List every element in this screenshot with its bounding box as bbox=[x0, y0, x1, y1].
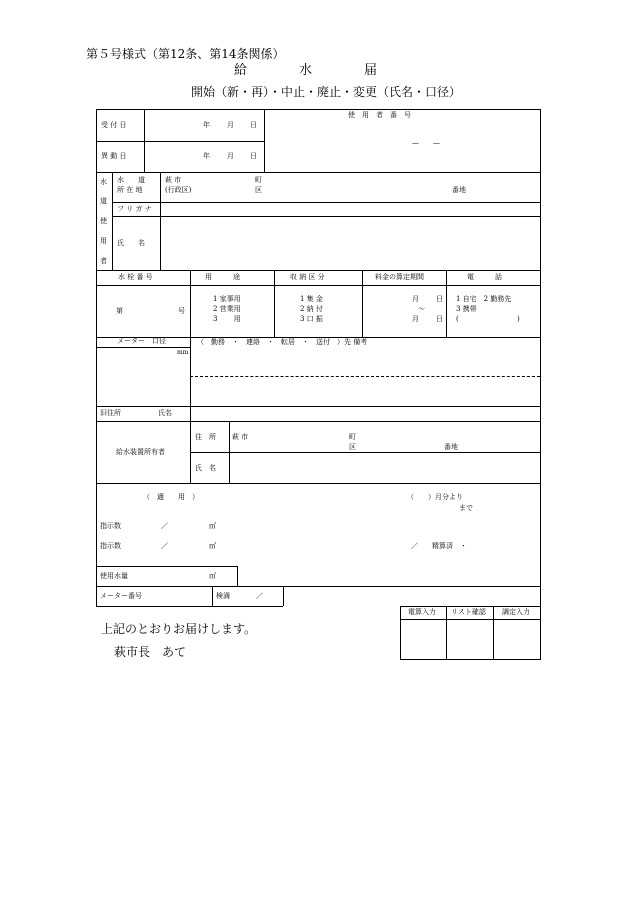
suido-vertical-5: 者 bbox=[100, 257, 107, 265]
owner-machi: 町 bbox=[349, 433, 356, 441]
shijisu-label-2: 指示数 bbox=[100, 542, 121, 550]
gyoseiku-label: (行政区) bbox=[165, 186, 192, 194]
furigana-label: フ リ ガ ナ bbox=[117, 205, 152, 213]
form-number: 第５号様式（第12条、第14条関係） bbox=[86, 47, 285, 61]
ryokin-day-2: 日 bbox=[436, 315, 443, 323]
ryokin-month-1: 月 bbox=[412, 295, 419, 303]
tekiyo-label: （ 適 用 ） bbox=[143, 493, 199, 501]
tsukibun-label: （ ）月分より bbox=[407, 493, 463, 501]
denwa-option-3: ( ) bbox=[456, 315, 520, 323]
suido-label: 水 道 bbox=[117, 176, 145, 184]
owner-hagi-shi: 萩 市 bbox=[232, 433, 249, 441]
machi-1: 町 bbox=[255, 176, 262, 184]
ido-month: 月 bbox=[227, 152, 234, 160]
m3-unit-1: ㎥ bbox=[209, 522, 216, 530]
shozaichi-label: 所 在 地 bbox=[117, 186, 143, 194]
confirm-text: 上記のとおりお届けします。 bbox=[101, 622, 257, 636]
suisen-header: 水 栓 番 号 bbox=[118, 273, 153, 281]
ryokin-header: 料金の算定期間 bbox=[375, 273, 424, 281]
address-text: 萩市長 あて bbox=[114, 645, 187, 659]
made-label: まで bbox=[459, 504, 473, 512]
ido-day: 日 bbox=[250, 152, 257, 160]
owner-label: 給水装置所有者 bbox=[116, 448, 165, 456]
shiyo-suiryo-label: 使用水量 bbox=[100, 572, 128, 580]
ido-year: 年 bbox=[203, 152, 210, 160]
stamp-box-densan: 電算入力 bbox=[408, 608, 436, 616]
denwa-option-1: 1 自宅 2 勤務先 bbox=[456, 295, 512, 303]
form-title: 給 水 届 bbox=[234, 63, 378, 78]
shijisu-label-1: 指示数 bbox=[100, 522, 121, 530]
shuno-option-1: 1 集 金 bbox=[300, 295, 323, 303]
denwa-option-2: 3 携帯 bbox=[456, 305, 477, 313]
owner-jusho-label: 住 所 bbox=[195, 433, 216, 441]
shijisu-slash-2: ／ bbox=[161, 542, 168, 550]
uketsuke-year: 年 bbox=[203, 121, 210, 129]
kenman-label: 検満 bbox=[216, 592, 230, 600]
shuno-header: 収 納 区 分 bbox=[290, 273, 325, 281]
user-number-separator: — — bbox=[412, 139, 440, 147]
hagi-shi-1: 萩 市 bbox=[165, 176, 182, 184]
shuno-option-3: 3 口 振 bbox=[300, 315, 323, 323]
uketsuke-day: 日 bbox=[250, 121, 257, 129]
user-number-label: 使 用 者 番 号 bbox=[348, 111, 411, 119]
banchi-1: 番地 bbox=[452, 186, 466, 194]
uketsuke-label: 受 付 日 bbox=[101, 121, 127, 129]
kyu-shimei-label: 氏名 bbox=[158, 409, 172, 417]
kenman-slash: ／ bbox=[256, 592, 263, 600]
shimei-label: 氏 名 bbox=[117, 239, 145, 247]
yoto-header: 用 途 bbox=[205, 273, 240, 281]
yoto-option-3: 3 用 bbox=[213, 315, 241, 323]
kyu-jusho-label: 旧住所 bbox=[100, 409, 121, 417]
shuno-option-2: 2 納 付 bbox=[300, 305, 323, 313]
shijisu-slash-1: ／ bbox=[161, 522, 168, 530]
suido-vertical-3: 使 bbox=[100, 217, 107, 225]
owner-ku: 区 bbox=[349, 443, 356, 451]
mm-unit: mm bbox=[177, 349, 189, 356]
seisan-label: ／ 精算済 ・ bbox=[411, 542, 467, 550]
yoto-option-2: 2 営業用 bbox=[213, 305, 241, 313]
m3-unit-3: ㎥ bbox=[209, 572, 216, 580]
denwa-header: 電 話 bbox=[467, 273, 502, 281]
ido-label: 異 動 日 bbox=[101, 152, 127, 160]
meter-kokei-label: メーター 口径 bbox=[117, 337, 166, 345]
dai-label: 第 bbox=[116, 307, 123, 315]
ryokin-day-1: 日 bbox=[436, 295, 443, 303]
stamp-box-list: リスト確認 bbox=[451, 608, 486, 616]
m3-unit-2: ㎥ bbox=[209, 542, 216, 550]
suido-vertical-2: 道 bbox=[100, 197, 107, 205]
ryokin-month-2: 月 bbox=[412, 315, 419, 323]
owner-banchi: 番地 bbox=[444, 443, 458, 451]
suido-vertical-4: 用 bbox=[100, 237, 107, 245]
ku-1: 区 bbox=[255, 186, 262, 194]
owner-shimei-label: 氏 名 bbox=[195, 464, 216, 472]
bikou-label: （ 勤務 ・ 連絡 ・ 転居 ・ 送付 ）先 備考 bbox=[197, 338, 368, 346]
stamp-box-chotei: 調定入力 bbox=[502, 608, 530, 616]
form-subtitle: 開始（新・再）・中止・廃止・変更（氏名・口径） bbox=[191, 85, 462, 99]
uketsuke-month: 月 bbox=[227, 121, 234, 129]
go-label: 号 bbox=[178, 307, 185, 315]
ryokin-tilde: 〜 bbox=[418, 305, 425, 313]
suido-vertical-1: 水 bbox=[100, 178, 107, 186]
yoto-option-1: 1 家事用 bbox=[213, 295, 241, 303]
meter-bango-label: メーター番号 bbox=[100, 592, 142, 600]
